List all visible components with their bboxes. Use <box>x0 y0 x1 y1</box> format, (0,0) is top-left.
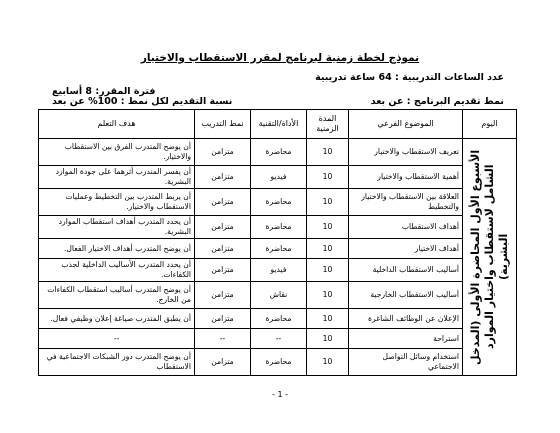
table-row <box>39 282 517 309</box>
table-row <box>39 329 517 349</box>
topic-cell: أهداف الاستقطاب <box>349 216 463 239</box>
table-header-row <box>39 110 517 139</box>
meta-row-hours <box>52 72 504 83</box>
mode-cell: متزامن <box>195 239 251 259</box>
training-hours: عدد الساعات التدريبية : 64 ساعة تدريبية <box>315 72 504 83</box>
table-row <box>39 349 517 376</box>
table-row <box>39 309 517 329</box>
goal-cell: أن يحدد المتدرب أهداف استقطاب الموارد البشرية. <box>39 216 195 239</box>
mode-cell: متزامن <box>195 349 251 376</box>
tool-cell: محاضرة <box>251 309 307 329</box>
topic-cell: استراحة <box>349 329 463 349</box>
goal-cell: أن يطبق المتدرب صياغة إعلان وظيفي فعال. <box>39 309 195 329</box>
tool-cell: فيديو <box>251 259 307 282</box>
mode-cell: متزامن <box>195 189 251 216</box>
goal-cell: أن يفسر المتدرب أثرهما على جودة الموارد البشرية. <box>39 166 195 189</box>
duration-cell: 10 <box>307 139 349 166</box>
schedule-table <box>38 109 517 376</box>
topic-cell: أهمية الاستقطاب والاختيار <box>349 166 463 189</box>
mode-cell: متزامن <box>195 309 251 329</box>
duration-cell: 10 <box>307 166 349 189</box>
topic-cell: أساليب الاستقطاب الداخلية <box>349 259 463 282</box>
duration-cell: 10 <box>307 329 349 349</box>
course-period: فترة المقرر: 8 أسابيع <box>52 86 156 97</box>
tool-cell: محاضرة <box>251 189 307 216</box>
tool-cell: نقاش <box>251 282 307 309</box>
duration-cell: 10 <box>307 239 349 259</box>
meta-row-mode <box>52 96 504 107</box>
goal-cell: أن يوضح المتدرب أساليب استقطاب الكفاءات من الخارج. <box>39 282 195 309</box>
duration-cell: 10 <box>307 282 349 309</box>
topic-cell: العلاقة بين الاستقطاب والاختيار والتخطيط <box>349 189 463 216</box>
header-tool: الأداة/التقنية <box>251 110 307 139</box>
topic-cell: الإعلان عن الوظائف الشاغرة <box>349 309 463 329</box>
duration-cell: 10 <box>307 189 349 216</box>
topic-cell: استخدام وسائل التواصل الاجتماعي <box>349 349 463 376</box>
day-cell <box>463 139 517 376</box>
delivery-mode-label: نمط تقديم البرنامج : عن بعد <box>370 96 504 107</box>
page-number: - 1 - <box>272 390 288 399</box>
mode-cell: متزامن <box>195 216 251 239</box>
table-row <box>39 259 517 282</box>
tool-cell: فيديو <box>251 166 307 189</box>
duration-cell: 10 <box>307 309 349 329</box>
day-label: الأسبوع الأول المحاضرة الأولى (المدخل الشامل لاستقطاب واختيار الموارد البشرية) <box>468 149 510 365</box>
goal-cell: أن يربط المتدرب بين التخطيط وعمليات الاستقطاب والاختيار. <box>39 189 195 216</box>
header-topic: الموضوع الفرعي <box>349 110 463 139</box>
tool-cell: محاضرة <box>251 239 307 259</box>
tool-cell: محاضرة <box>251 216 307 239</box>
goal-cell: أن يوضح المتدرب الفرق بين الاستقطاب والاختيار. <box>39 139 195 166</box>
tool-cell: -- <box>251 329 307 349</box>
table-row <box>39 139 517 166</box>
table-row <box>39 239 517 259</box>
duration-cell: 10 <box>307 349 349 376</box>
duration-cell: 10 <box>307 259 349 282</box>
mode-cell: متزامن <box>195 259 251 282</box>
tool-cell: محاضرة <box>251 139 307 166</box>
delivery-ratio: نسبة التقديم لكل نمط : 100% عن بعد <box>52 96 233 107</box>
mode-cell: متزامن <box>195 282 251 309</box>
topic-cell: تعريف الاستقطاب والاختيار <box>349 139 463 166</box>
goal-cell: أن يوضح المتدرب دور الشبكات الاجتماعية في الاستقطاب <box>39 349 195 376</box>
header-duration: المدة الزمنية <box>307 110 349 139</box>
topic-cell: أهداف الاختيار <box>349 239 463 259</box>
header-day: اليوم <box>463 110 517 139</box>
mode-cell: متزامن <box>195 139 251 166</box>
table-row <box>39 166 517 189</box>
document-title: نموذج لخطة زمنية لبرنامج لمقرر الاستقطاب والاختيار <box>140 52 420 64</box>
header-mode: نمط التدريب <box>195 110 251 139</box>
topic-cell: أساليب الاستقطاب الخارجية <box>349 282 463 309</box>
mode-cell: متزامن <box>195 166 251 189</box>
goal-cell: أن يحدد المتدرب الأساليب الداخلية لجذب الكفاءات. <box>39 259 195 282</box>
goal-cell: -- <box>39 329 195 349</box>
goal-cell: أن يوضح المتدرب أهداف الاختيار الفعال. <box>39 239 195 259</box>
mode-cell: -- <box>195 329 251 349</box>
duration-cell: 10 <box>307 216 349 239</box>
table-row <box>39 216 517 239</box>
table-row <box>39 189 517 216</box>
header-goal: هدف التعلم <box>39 110 195 139</box>
tool-cell: محاضرة <box>251 349 307 376</box>
